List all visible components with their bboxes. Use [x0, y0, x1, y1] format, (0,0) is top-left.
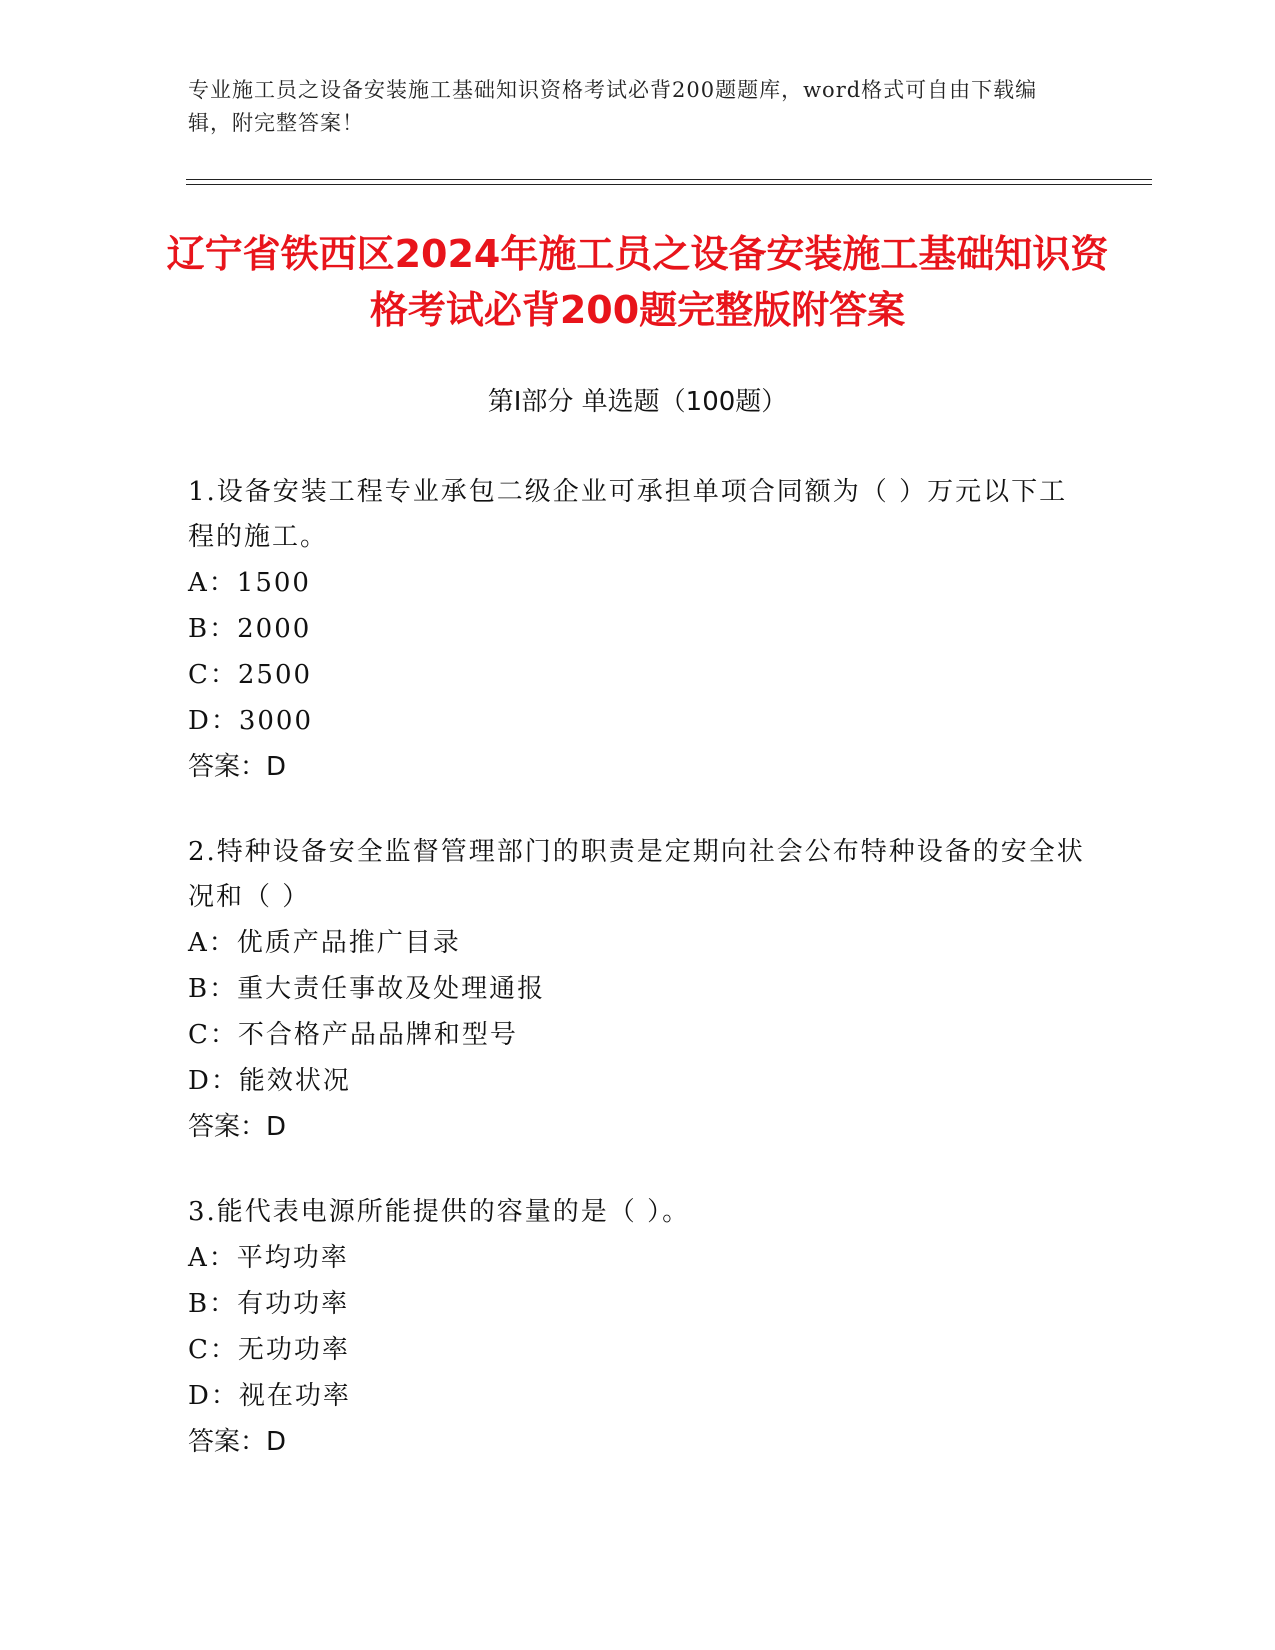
question-1	[188, 470, 1088, 790]
option-d: D：3000	[188, 706, 314, 736]
option-b: B：2000	[188, 614, 312, 644]
option-a: A：1500	[188, 568, 311, 598]
header-divider-top	[186, 179, 1152, 180]
question-text: 2.特种设备安全监督管理部门的职责是定期向社会公布特种设备的安全状况和（ ）	[188, 837, 1085, 912]
option-d: D：能效状况	[188, 1066, 351, 1096]
document-title: 辽宁省铁西区2024年施工员之设备安装施工基础知识资格考试必背200题完整版附答案	[166, 232, 1109, 332]
answer: 答案：D	[188, 1427, 287, 1457]
question-2	[188, 830, 1088, 1150]
option-c: C：不合格产品品牌和型号	[188, 1020, 518, 1050]
header-divider-bottom	[186, 184, 1152, 185]
question-text: 3.能代表电源所能提供的容量的是（ ）。	[188, 1197, 691, 1227]
question-text: 1.设备安装工程专业承包二级企业可承担单项合同额为（ ）万元以下工程的施工。	[188, 477, 1068, 552]
header-note: 专业施工员之设备安装施工基础知识资格考试必背200题题库，word格式可自由下载编辑，附完整答案！	[188, 78, 1038, 135]
option-b: B：有功功率	[188, 1289, 350, 1319]
answer: 答案：D	[188, 1112, 287, 1142]
option-c: C：2500	[188, 660, 313, 690]
option-c: C：无功功率	[188, 1335, 350, 1365]
option-a: A：平均功率	[188, 1243, 349, 1273]
section-title: 第Ⅰ部分 单选题（100题）	[487, 387, 788, 417]
answer: 答案：D	[188, 752, 287, 782]
question-3	[188, 1190, 1088, 1465]
option-b: B：重大责任事故及处理通报	[188, 974, 546, 1004]
option-d: D：视在功率	[188, 1381, 351, 1411]
option-a: A：优质产品推广目录	[188, 928, 461, 958]
